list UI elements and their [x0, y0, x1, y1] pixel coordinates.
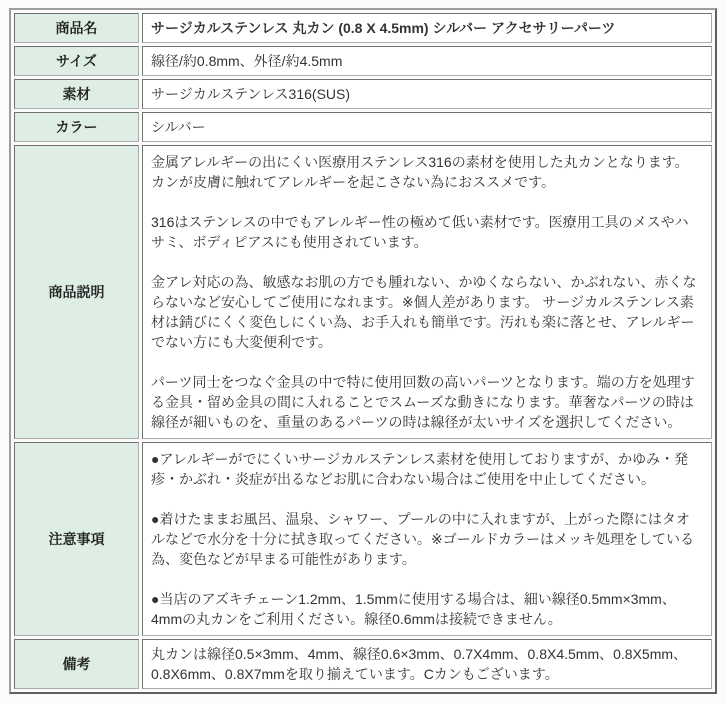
- spec-value-product-name: サージカルステンレス 丸カン (0.8 X 4.5mm) シルバー アクセサリーパーツ: [142, 13, 712, 43]
- spec-value-remarks: 丸カンは線径0.5×3mm、4mm、線径0.6×3mm、0.7X4mm、0.8X4.5mm、0.8X5mm、0.8X6mm、0.8X7mmを取り揃えています。Cカンもございます。: [142, 639, 712, 689]
- notice-item: ●着けたままお風呂、温泉、シャワー、プールの中に入れますが、上がった際にはタオルなどで水分を十分に拭き取ってください。※ゴールドカラーはメッキ処理をしている為、変色などが早まる可能性があります。: [151, 511, 695, 567]
- notice-item: ●当店のアズキチェーン1.2mm、1.5mmに使用する場合は、細い線径0.5mm×3mm、4mmの丸カンをご利用ください。線径0.6mmは接続できません。: [151, 591, 676, 627]
- spec-label-material: 素材: [14, 79, 139, 109]
- spec-label-color: カラー: [14, 112, 139, 142]
- spec-row-description: [14, 145, 712, 439]
- spec-value-color: シルバー: [142, 112, 712, 142]
- spec-row-notice: [14, 442, 712, 636]
- spec-row-color: [14, 112, 712, 142]
- spec-value-notice: [142, 442, 712, 636]
- spec-row-remarks: [14, 639, 712, 689]
- spec-row-material: [14, 79, 712, 109]
- spec-label-product-name: 商品名: [14, 13, 139, 43]
- spec-label-size: サイズ: [14, 46, 139, 76]
- spec-value-size: 線径/約0.8mm、外径/約4.5mm: [142, 46, 712, 76]
- description-paragraph: パーツ同士をつなぐ金具の中で特に使用回数の高いパーツとなります。端の方を処理する金具・留め金具の間に入れることでスムーズな動きになります。華奢なパーツの時は線径が細いものを、重量のあるパーツの時は線径が太いサイズを選択してください。: [151, 374, 695, 430]
- spec-value-material: サージカルステンレス316(SUS): [142, 79, 712, 109]
- product-spec-table: [9, 8, 717, 694]
- spec-label-remarks: 備考: [14, 639, 139, 689]
- description-paragraph: 金アレ対応の為、敏感なお肌の方でも腫れない、かゆくならない、かぶれない、赤くならないなど安心してご使用になれます。※個人差があります。 サージカルステンレス素材は錆びにくく変色しにくい為、お手入れも簡単です。汚れも楽に落とせ、アレルギーでない方にも大変便利です。: [151, 274, 697, 350]
- spec-label-notice: 注意事項: [14, 442, 139, 636]
- spec-row-product-name: [14, 13, 712, 43]
- spec-label-description: 商品説明: [14, 145, 139, 439]
- description-paragraph: 316はステンレスの中でもアレルギー性の極めて低い素材です。医療用工具のメスやハサミ、ボディピアスにも使用されています。: [151, 214, 689, 250]
- notice-item: ●アレルギーがでにくいサージカルステンレス素材を使用しておりますが、かゆみ・発疹・かぶれ・炎症が出るなどお肌に合わない場合はご使用を中止してください。: [151, 451, 689, 487]
- spec-value-description: [142, 145, 712, 439]
- description-paragraph: 金属アレルギーの出にくい医療用ステンレス316の素材を使用した丸カンとなります。カンが皮膚に触れてアレルギーを起こさない為におススメです。: [151, 154, 689, 190]
- spec-row-size: [14, 46, 712, 76]
